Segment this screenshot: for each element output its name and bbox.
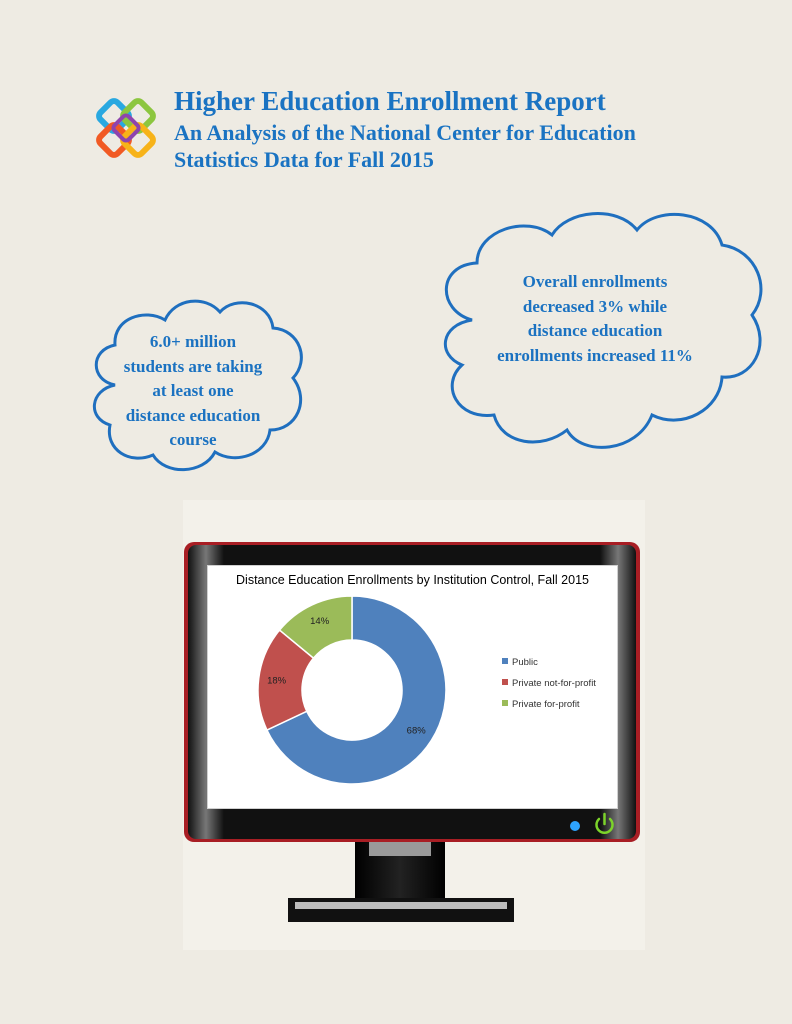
- left-callout: [103, 330, 283, 453]
- monitor-base: [288, 898, 514, 922]
- left-callout-line: at least one: [152, 381, 234, 400]
- monitor-neck-highlight: [369, 842, 431, 856]
- chart-title: Distance Education Enrollments by Institution Control, Fall 2015: [236, 573, 589, 587]
- legend-label: Public: [512, 657, 538, 668]
- right-callout: [475, 270, 715, 368]
- legend-label: Private for-profit: [512, 699, 580, 710]
- donut-data-label: 14%: [310, 616, 330, 628]
- report-title: Higher Education Enrollment Report: [174, 86, 606, 116]
- donut-chart: [208, 566, 617, 808]
- right-callout-line: enrollments increased 11%: [497, 345, 693, 365]
- legend-swatch: [502, 658, 508, 664]
- legend-label: Private not-for-profit: [512, 678, 596, 689]
- report-subtitle-line-1: An Analysis of the National Center for Education: [174, 120, 636, 145]
- logo-icon: [96, 98, 164, 166]
- right-callout-line: decreased 3% while: [522, 296, 668, 316]
- report-subtitle-line-2: Statistics Data for Fall 2015: [174, 147, 434, 172]
- right-callout-line: distance education: [527, 321, 663, 340]
- donut-data-label: 68%: [406, 725, 426, 737]
- legend-swatch: [502, 679, 508, 685]
- chart-panel: [207, 565, 618, 809]
- donut-data-label: 18%: [267, 675, 287, 687]
- left-callout-line: students are taking: [123, 356, 263, 376]
- left-callout-line: 6.0+ million: [149, 332, 237, 351]
- left-callout-line: distance education: [125, 405, 261, 425]
- left-callout-line: course: [169, 430, 217, 449]
- right-callout-line: Overall enrollments: [522, 272, 668, 291]
- status-led-icon: [570, 821, 580, 831]
- monitor-base-highlight: [295, 902, 507, 909]
- legend-swatch: [502, 700, 508, 706]
